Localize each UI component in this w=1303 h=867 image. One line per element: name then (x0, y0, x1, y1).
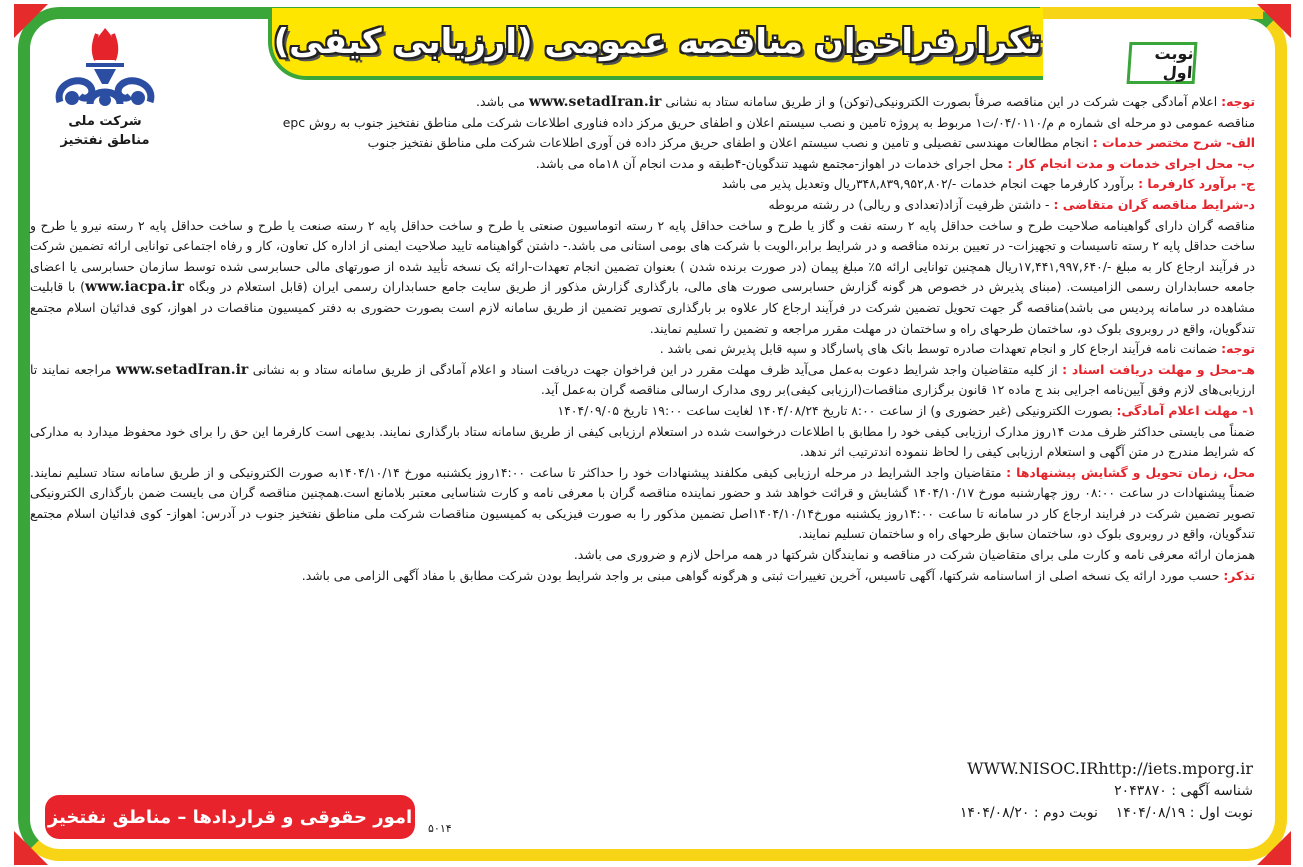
section-he (30, 360, 1255, 401)
round2-date: نوبت دوم : ۱۴۰۴/۰۸/۲۰ (959, 805, 1098, 821)
section-one-body: ضمناً می بایستی حداکثر ظرف مدت ۱۴روز مدارک ارزیابی کیفی خود را مطابق با اطلاعات درخواست شده در استعلام ارزیابی کیفی از طریق سامانه ستاد بارگذاری نمایند. بدیهی است کارفرما این حق را برای خود محفوظ میدارد به مدارکی که شرایط مندرج در متن آگهی و استعلام ارزیابی کیفی را لحاظ ننموده اندترتیب اثر ندهد. (30, 423, 1255, 460)
section-dal-text: - داشتن ظرفیت آزاد(تعدادی و ریالی) در رشته مربوطه (768, 196, 1054, 212)
setad-link-2[interactable]: www.setadIran.ir (115, 361, 249, 378)
frame-corner (14, 831, 48, 865)
section-he-label: هـ-محل و مهلت دریافت اسناد : (1062, 361, 1255, 377)
tender-body (30, 92, 1255, 586)
section-alef-label: الف- شرح مختصر خدمات : (1092, 135, 1255, 151)
reminder-paragraph (30, 566, 1255, 587)
section-dal-body-text: مناقصه گران دارای گواهینامه صلاحیت طرح و ساخت حداقل پایه ۲ رسته نفت و گاز یا طرح و ساخت حداقل پایه ۲ رسته اتوماسیون صنعتی یا طرح و ساخت حداقل پایه ۲ رسته صنعت یا طرح و ساخت حداقل پایه ۲ رسته نیرو یا طرح و ساخت حداقل پایه ۲ رسته تاسیسات و تجهیزات- در تعیین برنده مناقصه و در شرایط برابر،الویت با شرکت های بومی استانی می باشد.- داشتن گواهینامه تایید صلاحیت ایمنی از اداره کل تعاون، کار و رفاه اجتماعی توانایی ارائه تضمین شرکت در فرآیند ارجاع کار به مبلغ -/۱۷,۴۴۱,۹۹۷,۶۴۰ریال همچنین توانایی ارائه ۵٪ مبلغ پیمان (در صورت برنده شدن ) بعنوان تضمین انجام تعهدات-ارائه یک نسخه تأیید شده از صورتهای مالی حسابرسی شده توسط سازمان حسابرسی یا اعضای جامعه حسابداران رسمی الزامیست. (مبنای پذیرش در خصوص هر گونه گزارش حسابرسی صورت های مالی، بارگذاری گزارش مذکور از طریق سایت جامع حسابداران رسمی ایران (قابل استعلام در وبگاه (29, 217, 1256, 295)
notice-text: اعلام آمادگی جهت شرکت در این مناقصه صرفاً بصورت الکترونیکی(توکن) و از طریق سامانه ستاد به نشانی (661, 94, 1222, 109)
notice-tail: می باشد. (476, 94, 529, 109)
ad-code: ۵۰۱۴ (428, 822, 452, 835)
section-dal-label: د-شرایط مناقصه گران متقاضی : (1053, 196, 1255, 212)
page-title: تکرارفراخوان مناقصه عمومی (ارزیابی کیفی) (273, 22, 1042, 62)
iacpa-link[interactable]: www.iacpa.ir (85, 279, 184, 296)
notice-label: توجه: (1221, 94, 1255, 109)
section-jim-text: برآورد کارفرما جهت انجام خدمات -/۳۴۸,۸۳۹,۹۵۲,۸۰۲ریال وتعدیل پذیر می باشد (721, 176, 1139, 192)
ad-id: شناسه آگهی : ۲۰۴۳۸۷۰ (1114, 783, 1253, 799)
footer-websites[interactable]: WWW.NISOC.IRhttp://iets.mporg.ir (967, 759, 1253, 778)
section-delivery (30, 463, 1255, 545)
section-alef (30, 133, 1255, 154)
setad-link[interactable]: www.setadIran.ir (528, 94, 662, 110)
title-banner (268, 8, 1043, 80)
section-delivery-text: متقاضیان واجد الشرایط در مرحله ارزیابی کیفی مکلفند پیشنهادات خود را حداکثر تا ساعت ۱۴:۰۰روز یکشنبه مورخ ۱۴۰۴/۱۰/۱۴به صورت الکترونیکی و از طریق سامانه ستاد تسلیم نمایند. ضمناً پیشنهادات در ساعت ۰۸:۰۰ روز چهارشنبه مورخ ۱۴۰۴/۱۰/۱۷ گشایش و قرائت خواهد شد و حضور نماینده مناقصه گران با معرفی نامه و کارت شناسایی معتبر بلامانع است.همچنین مناقصه گران می بایست ضمن بارگذاری الکترونیکی تصویر تضمین شرکت در فرایند ارجاع کار در سامانه تا ساعت ۱۴:۰۰روز یکشنبه مورخ۱۴۰۴/۱۰/۱۴اصل تضمین مذکور را به صورت فیزیکی به کمیسیون مناقصات شرکت ملی مناطق نفتخیز جنوب در آدرس: اهواز- کوی فدائیان اسلام مجتمع تندگویان، واقع در روبروی بلوک دو، ساختمان سابق طرحهای راه و ساختمان تسلیم نمایند. (30, 464, 1256, 542)
section-be-label: ب- محل اجرای خدمات و مدت انجام کار : (1007, 155, 1255, 171)
section-dal-tail: ) با قابلیت مشاهده در سامانه پردیس می باشد)مناقصه گر جهت تحویل تضمین شرکت در فرآیند ارجاع کار علاوه بر بارگذاری تصویر تضمین از طریق سامانه لازم است بصورت حضوری به دفتر کمیسیون مناقصات در اهواز، کوی فدائیان اسلام مجتمع تندگویان، واقع در روبروی بلوک دو، ساختمان طرحهای راه و ساختمان در مهلت مقرر مراجعه و تضمین را تسلیم نمایند. (30, 279, 1255, 336)
round-badge: نوبت اول (1127, 42, 1198, 84)
section-jim-label: ج- برآورد کارفرما : (1138, 176, 1255, 192)
section-dal (30, 195, 1255, 216)
publication-dates (960, 802, 1253, 824)
department-banner: امور حقوقی و قراردادها – مناطق نفتخیز (45, 795, 415, 839)
reminder-text: حسب مورد ارائه یک نسخه اصلی از اساسنامه شرکتها، آگهی تاسیس، آخرین تغییرات ثبتی و هرگونه گواهی مبنی بر واجد شرایط بودن شرکت مطابق با مفاد آگهی الزامی می باشد. (301, 567, 1224, 583)
section-he-text: از کلیه متقاضیان واجد شرایط دعوت به‌عمل می‌آید ظرف مهلت مقرر در این فراخوان جهت دریافت اسناد و اعلام آمادگی از طریق سامانه ستاد و به نشانی (248, 361, 1063, 377)
notice-paragraph (30, 92, 1255, 113)
notice2-label: توجه: (1221, 341, 1255, 357)
section-one (30, 401, 1255, 422)
frame-top-band (1040, 7, 1263, 19)
logo-text-line2: مناطق نفتخیز (60, 133, 150, 148)
logo-text-line1: شرکت ملی (68, 114, 142, 129)
section-jim (30, 174, 1255, 195)
section-be (30, 154, 1255, 175)
section-dal-body (30, 216, 1255, 340)
frame-corner (1257, 4, 1291, 38)
round1-date: نوبت اول : ۱۴۰۴/۰۸/۱۹ (1115, 805, 1253, 821)
section-one-text: بصورت الکترونیکی (غیر حضوری و) از ساعت ۸:۰۰ تاریخ ۱۴۰۴/۰۸/۲۴ لغایت ساعت ۱۹:۰۰ تاریخ ۱۴۰۴/۰۹/۰۵ (557, 402, 1117, 418)
simultaneous-paragraph: همزمان ارائه معرفی نامه و کارت ملی برای متقاضیان شرکت در مناقصه و نمایندگان شرکتها در همه مراحل لازم و ضروری می باشد. (573, 547, 1255, 563)
notice2-text: ضمانت نامه فرآیند ارجاع کار و انجام تعهدات صادره توسط بانک های پاسارگاد و سپه قابل پذیرش نمی باشد . (659, 341, 1222, 357)
section-one-label: ۱- مهلت اعلام آمادگی: (1116, 402, 1255, 418)
section-delivery-label: محل، زمان تحویل و گشایش پیشنهادها : (1006, 464, 1255, 480)
notice2-paragraph (30, 339, 1255, 360)
section-be-text: محل اجرای خدمات در اهواز-مجتمع شهید تندگویان-۴طبقه و مدت انجام آن ۱۸ماه می باشد. (535, 155, 1008, 171)
frame-corner (1257, 831, 1291, 865)
footer-info (960, 758, 1253, 824)
intro-paragraph: مناقصه عمومی دو مرحله ای شماره م م/۰۴/۰۱۱۰/ت۱ مربوط به پروژه تامین و نصب سیستم اعلان و اطفای حریق مرکز داده فناوری اطلاعات شرکت ملی مناطق نفتخیز جنوب به روش epc (282, 114, 1255, 130)
section-he-tail: مراجعه نمایند تا ارزیابی‌های لازم وفق آیین‌نامه اجرایی بند ج ماده ۱۲ قانون برگزاری مناقصات(ارزیابی کیفی)بر روی مدارک ارسالی مناقصه گران به‌عمل آید. (30, 361, 1255, 398)
section-alef-text: انجام مطالعات مهندسی تفصیلی و تامین و نصب سیستم اعلان و اطفای حریق مرکز داده فن آوری اطلاعات شرکت ملی مناطق نفتخیز جنوب (367, 135, 1093, 151)
reminder-label: تذکر: (1223, 567, 1255, 583)
